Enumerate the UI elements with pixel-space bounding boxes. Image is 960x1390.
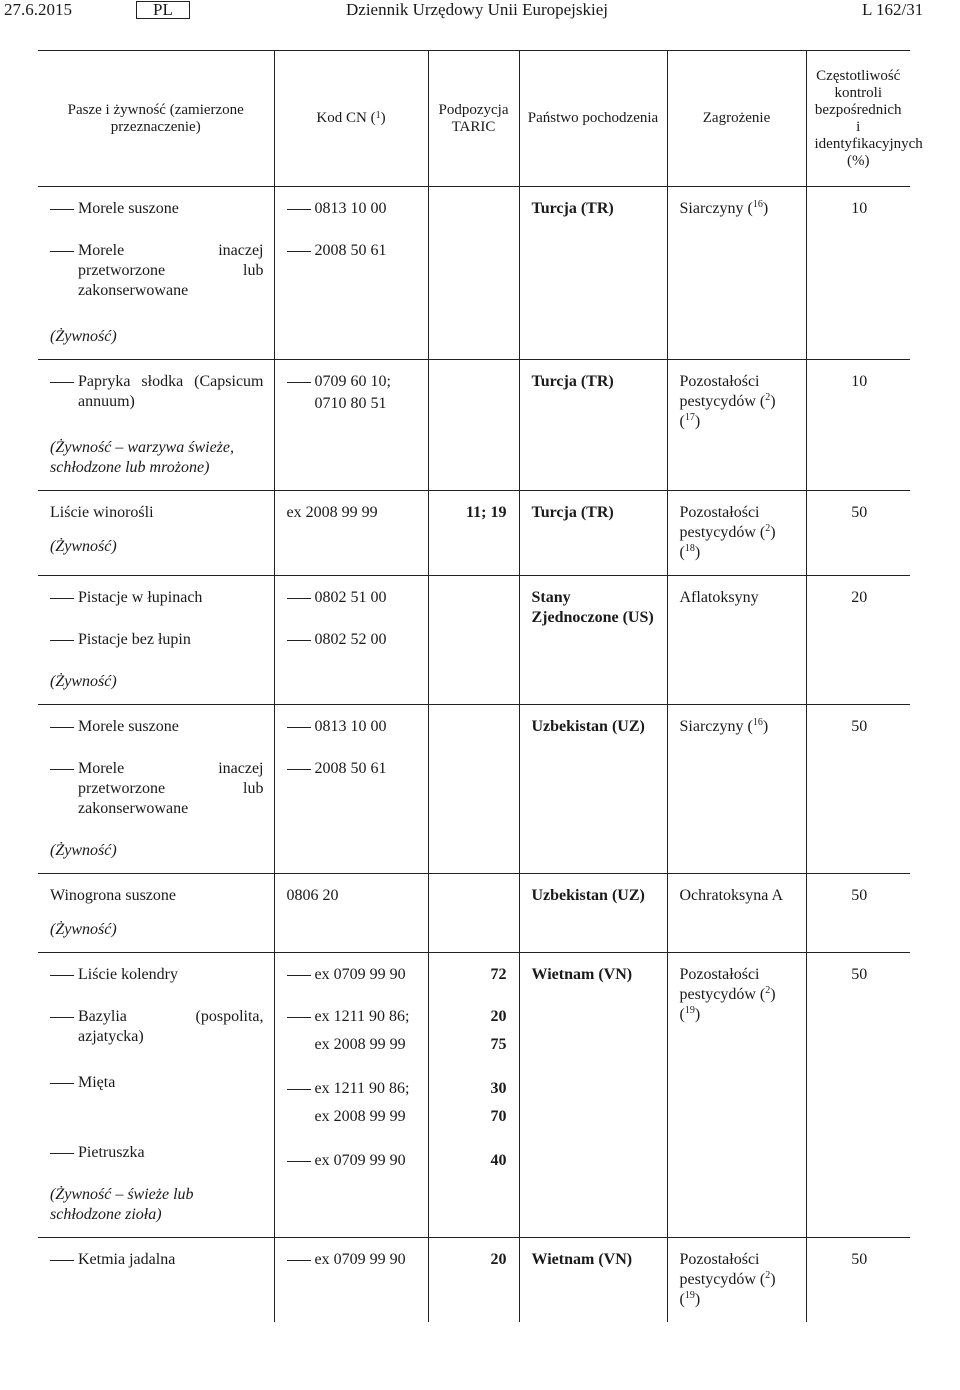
- cell-cn: [274, 360, 428, 491]
- language-badge: PL: [136, 1, 190, 19]
- cell-hazard: Aflatoksyny: [667, 576, 806, 705]
- table-row: [38, 705, 910, 874]
- cn-code: ex 0709 99 90: [314, 1152, 406, 1169]
- taric-code: 20: [490, 1008, 507, 1025]
- cell-taric: [428, 360, 519, 491]
- cell-frequency: 50: [806, 1238, 910, 1323]
- cell-cn: [274, 576, 428, 705]
- page-number: L 162/31: [862, 0, 924, 19]
- cn-code: ex 2008 99 99: [314, 1036, 406, 1053]
- cell-country: Turcja (TR): [519, 491, 667, 576]
- page-header: [0, 0, 960, 22]
- table-row: [38, 874, 910, 953]
- taric-code: 40: [490, 1152, 507, 1169]
- cell-taric: [428, 874, 519, 953]
- cell-cn: [274, 953, 428, 1238]
- cell-country: Uzbekistan (UZ): [519, 705, 667, 874]
- product-name: Pietruszka: [78, 1144, 145, 1161]
- cell-frequency: 10: [806, 360, 910, 491]
- cell-frequency: 50: [806, 874, 910, 953]
- taric-code: 75: [490, 1036, 507, 1053]
- cell-frequency: 20: [806, 576, 910, 705]
- col-header-cn-code: Kod CN ($^1$): [274, 51, 428, 187]
- cn-code: 0802 51 00: [314, 589, 387, 606]
- cell-taric: [428, 705, 519, 874]
- header-date: 27.6.2015: [4, 0, 72, 19]
- cell-hazard: Ochratoksyna A: [667, 874, 806, 953]
- cell-taric: [428, 576, 519, 705]
- cell-frequency: 50: [806, 953, 910, 1238]
- cn-code: ex 1211 90 86;: [314, 1008, 410, 1025]
- product-name: Pistacje w łupinach: [78, 589, 203, 606]
- taric-code: 72: [490, 966, 507, 983]
- cell-product: [38, 491, 274, 576]
- product-name: Morele inaczej przetworzone lub zakonserwowane: [78, 760, 264, 817]
- cn-code: ex 0709 99 90: [314, 1251, 406, 1268]
- cell-taric: 11; 19: [428, 491, 519, 576]
- intended-use: (Żywność): [50, 921, 117, 938]
- col-header-hazard: Zagrożenie: [667, 51, 806, 187]
- journal-title: Dziennik Urzędowy Unii Europejskiej: [346, 0, 609, 19]
- product-name: Pistacje bez łupin: [78, 631, 191, 648]
- controls-table: [38, 50, 923, 1322]
- product-name: Morele inaczej przetworzone lub zakonserwowane: [78, 242, 264, 299]
- cell-frequency: 50: [806, 491, 910, 576]
- table-row: [38, 360, 910, 491]
- col-header-feed-food: Pasze i żywność (zamierzone przeznaczenie): [38, 51, 274, 187]
- cn-code: ex 2008 99 99: [314, 1108, 406, 1125]
- product-name: Ketmia jadalna: [78, 1251, 176, 1268]
- product-name: Winogrona suszone: [50, 887, 176, 904]
- cn-code: 2008 50 61: [314, 760, 387, 777]
- cn-code: 0813 10 00: [314, 718, 387, 735]
- cell-product: [38, 187, 274, 360]
- cell-frequency: 10: [806, 187, 910, 360]
- cell-product: [38, 1238, 274, 1323]
- taric-code: 70: [490, 1108, 507, 1125]
- cell-hazard: Pozostałości pestycydów ($^2$) ($^{18}$): [667, 491, 806, 576]
- intended-use: (Żywność – świeże lub schłodzone zioła): [50, 1186, 194, 1223]
- product-name: Liście kolendry: [78, 966, 178, 983]
- col-header-frequency: Częstotliwość kontroli bezpośrednich i identyfikacyjnych (%): [806, 51, 910, 187]
- cn-code: 0710 80 51: [314, 395, 387, 412]
- cell-hazard: Pozostałości pestycydów ($^2$) ($^{17}$): [667, 360, 806, 491]
- cell-country: Stany Zjednoczone (US): [519, 576, 667, 705]
- cn-code: 0802 52 00: [314, 631, 387, 648]
- table-row: [38, 576, 910, 705]
- intended-use: (Żywność): [50, 673, 117, 690]
- cell-product: [38, 874, 274, 953]
- cell-cn: 0806 20: [274, 874, 428, 953]
- cell-country: Wietnam (VN): [519, 1238, 667, 1323]
- cell-frequency: 50: [806, 705, 910, 874]
- product-name: Mięta: [78, 1074, 116, 1091]
- intended-use: (Żywność): [50, 538, 117, 555]
- product-name: Morele suszone: [78, 200, 179, 217]
- taric-code: 30: [490, 1080, 507, 1097]
- cell-hazard: Pozostałości pestycydów ($^2$) ($^{19}$): [667, 1238, 806, 1323]
- cn-code: ex 1211 90 86;: [314, 1080, 410, 1097]
- cell-cn: [274, 1238, 428, 1323]
- cell-hazard: Pozostałości pestycydów ($^2$) ($^{19}$): [667, 953, 806, 1238]
- cell-cn: [274, 187, 428, 360]
- intended-use: (Żywność): [50, 328, 117, 345]
- cell-hazard: Siarczyny ($^{16}$): [667, 705, 806, 874]
- cell-country: Turcja (TR): [519, 360, 667, 491]
- product-name: Bazylia (pospolita, azjatycka): [78, 1008, 264, 1045]
- cell-cn: ex 2008 99 99: [274, 491, 428, 576]
- table-row: [38, 1238, 910, 1323]
- cell-hazard: Siarczyny ($^{16}$): [667, 187, 806, 360]
- cell-product: [38, 705, 274, 874]
- cell-product: [38, 576, 274, 705]
- cell-product: [38, 360, 274, 491]
- cn-code: ex 0709 99 90: [314, 966, 406, 983]
- cn-code: 0813 10 00: [314, 200, 387, 217]
- cell-product: [38, 953, 274, 1238]
- intended-use: (Żywność): [50, 842, 117, 859]
- cell-cn: [274, 705, 428, 874]
- intended-use: (Żywność – warzywa świeże, schłodzone lub mrożone): [50, 439, 234, 476]
- cell-taric: [428, 187, 519, 360]
- cell-taric: 20: [428, 1238, 519, 1323]
- table-row: [38, 187, 910, 360]
- cn-code: 0709 60 10;: [314, 373, 391, 390]
- product-name: Papryka słodka (Capsicum annuum): [78, 373, 264, 410]
- table-row: [38, 953, 910, 1238]
- cell-country: Uzbekistan (UZ): [519, 874, 667, 953]
- col-header-country: Państwo pochodzenia: [519, 51, 667, 187]
- product-name: Morele suszone: [78, 718, 179, 735]
- col-header-taric: Podpozycja TARIC: [428, 51, 519, 187]
- product-name: Liście winorośli: [50, 504, 154, 521]
- table-header-row: [38, 51, 910, 187]
- cell-country: Wietnam (VN): [519, 953, 667, 1238]
- table-row: [38, 491, 910, 576]
- cn-code: 2008 50 61: [314, 242, 387, 259]
- cell-country: Turcja (TR): [519, 187, 667, 360]
- cell-taric: [428, 953, 519, 1238]
